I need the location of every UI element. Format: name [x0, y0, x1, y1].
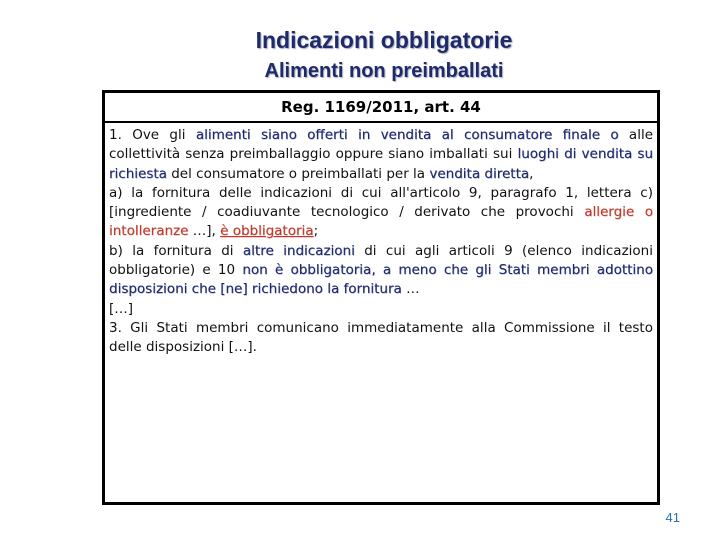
p2-highlight-mandatory: è obbligatoria	[220, 223, 314, 240]
p1-text-c: alle collettività senza preimballaggio oppure siano imballati sui	[109, 127, 654, 163]
p1-highlight-offered: alimenti siano offerti in vendita al consumatore finale o	[195, 127, 619, 143]
p1-text-e: del consumatore o preimballati per la	[166, 165, 430, 182]
p3-text-a: b) la fornitura di	[109, 242, 243, 259]
paragraph-5: 3. Gli Stati membri comunicano immediatamente alla Commissione il testo delle disposizioni […].	[109, 319, 653, 356]
slide-title: Indicazioni obbligatorie	[255, 27, 513, 53]
p1-text-g: ,	[529, 165, 534, 182]
p2-text-e: ;	[313, 223, 319, 240]
paragraph-2	[109, 184, 653, 242]
p2-text-a: a) la fornitura delle indicazioni di cui all'articolo 9, paragrafo 1, lettera c) [ingrediente / coadiuvante tecnologico / derivato che provochi	[109, 184, 653, 221]
p3-highlight-not-mandatory: non è obbligatoria, a meno che gli Stati membri adottino disposizioni che [ne] richiedono la fornitura	[109, 262, 653, 298]
paragraph-3	[109, 242, 653, 300]
p1-text-a: 1. Ove gli	[109, 127, 196, 143]
p1-highlight-place: luoghi di vendita su richiesta	[109, 146, 654, 182]
p1-highlight-direct: vendita diretta	[429, 165, 530, 182]
regulation-header: Reg. 1169/2011, art. 44	[105, 93, 657, 123]
p3-highlight-other: altre indicazioni	[242, 242, 355, 259]
paragraph-1	[109, 126, 653, 184]
regulation-box	[102, 90, 660, 505]
regulation-text	[105, 123, 657, 358]
p2-text-c: …],	[188, 223, 221, 240]
slide-subtitle: Alimenti non preimballati	[264, 60, 504, 82]
paragraph-4: […]	[109, 300, 134, 317]
page-number: 41	[665, 510, 680, 525]
p2-highlight-allergies: allergie o intolleranze	[109, 204, 654, 240]
p3-text-c: di cui agli articoli 9 (elenco indicazioni obbligatorie) e 10	[109, 242, 653, 279]
p3-text-e: …	[401, 281, 420, 298]
